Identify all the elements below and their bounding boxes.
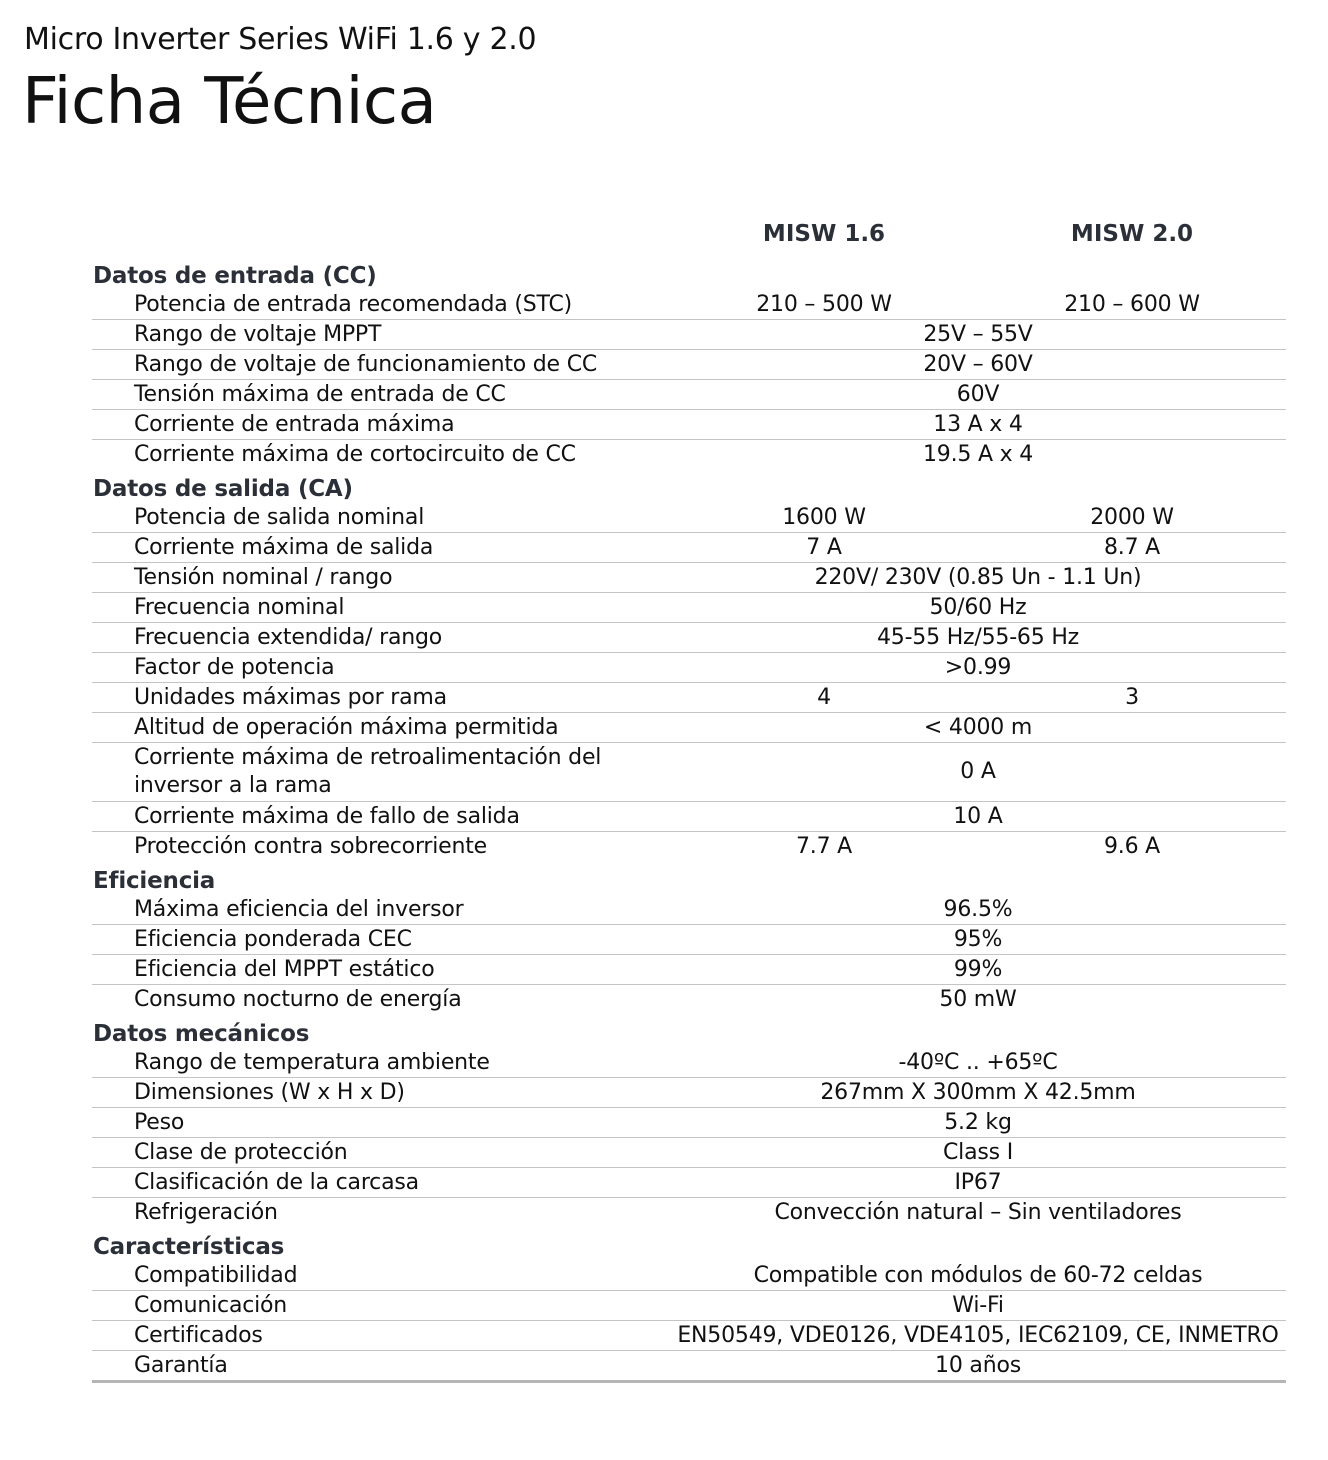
spec-row	[92, 623, 1286, 653]
spec-value-shared: 45-55 Hz/55-65 Hz	[876, 624, 1080, 650]
spec-value-misw-1-6: 7 A	[806, 534, 842, 560]
spec-row	[92, 290, 1286, 320]
spec-value-misw-2-0: 3	[1125, 684, 1139, 710]
column-header-misw-1-6: MISW 1.6	[762, 221, 886, 247]
spec-value-shared: 5.2 kg	[944, 1109, 1012, 1135]
spec-label: Clasificación de la carcasa	[134, 1169, 419, 1195]
spec-row	[92, 832, 1286, 861]
spec-row	[92, 320, 1286, 350]
spec-value-shared: 13 A x 4	[933, 411, 1023, 437]
spec-section	[92, 861, 1286, 1014]
spec-value-shared: 267mm X 300mm X 42.5mm	[820, 1079, 1136, 1105]
spec-row	[92, 1291, 1286, 1321]
spec-value-shared: 50/60 Hz	[929, 594, 1027, 620]
spec-value-shared: Class I	[943, 1139, 1013, 1165]
spec-value-shared: < 4000 m	[923, 714, 1033, 740]
spec-label: Peso	[134, 1109, 185, 1135]
spec-label: Clase de protección	[134, 1139, 348, 1165]
spec-row	[92, 895, 1286, 925]
spec-row	[92, 350, 1286, 380]
spec-row	[92, 713, 1286, 743]
spec-row	[92, 380, 1286, 410]
spec-row	[92, 955, 1286, 985]
spec-sheet-table	[92, 216, 1286, 1383]
spec-value-shared: >0.99	[944, 654, 1012, 680]
spec-label: Factor de potencia	[134, 654, 335, 680]
spec-label: Eficiencia ponderada CEC	[134, 926, 412, 952]
spec-row	[92, 1108, 1286, 1138]
spec-row	[92, 1048, 1286, 1078]
spec-row	[92, 1351, 1286, 1383]
spec-label: Altitud de operación máxima permitida	[134, 714, 559, 740]
spec-row	[92, 925, 1286, 955]
spec-row	[92, 1168, 1286, 1198]
spec-row	[92, 1078, 1286, 1108]
spec-label: Rango de voltaje MPPT	[134, 321, 382, 347]
spec-row	[92, 1198, 1286, 1227]
spec-value-shared: 96.5%	[943, 896, 1013, 922]
spec-label: Refrigeración	[134, 1199, 278, 1225]
spec-label: Corriente de entrada máxima	[134, 411, 455, 437]
section-heading: Características	[93, 1234, 285, 1260]
spec-value-shared: 99%	[953, 956, 1003, 982]
spec-row	[92, 593, 1286, 623]
spec-value-shared: -40ºC .. +65ºC	[898, 1049, 1058, 1075]
spec-value-misw-1-6: 7.7 A	[795, 833, 853, 859]
spec-label: Dimensiones (W x H x D)	[134, 1079, 405, 1105]
spec-row	[92, 563, 1286, 593]
spec-label: Rango de temperatura ambiente	[134, 1049, 490, 1075]
spec-sections	[92, 256, 1286, 1383]
spec-value-misw-1-6: 1600 W	[782, 504, 866, 530]
spec-value-shared: EN50549, VDE0126, VDE4105, IEC62109, CE, INMETRO	[677, 1322, 1279, 1348]
spec-value-shared: 50 mW	[939, 986, 1017, 1012]
spec-value-misw-2-0: 9.6 A	[1103, 833, 1161, 859]
spec-label: Tensión nominal / rango	[134, 564, 393, 590]
spec-label: Comunicación	[134, 1292, 288, 1318]
column-header-misw-2-0: MISW 2.0	[1070, 221, 1194, 247]
spec-row	[92, 533, 1286, 563]
column-headers	[92, 216, 1286, 256]
spec-value-shared: Convección natural – Sin ventiladores	[774, 1199, 1182, 1225]
spec-section	[92, 256, 1286, 469]
section-heading: Datos de entrada (CC)	[93, 263, 377, 289]
section-heading: Datos mecánicos	[93, 1021, 310, 1047]
spec-value-misw-1-6: 4	[817, 684, 831, 710]
spec-row	[92, 440, 1286, 469]
spec-value-shared: IP67	[954, 1169, 1002, 1195]
spec-label: Potencia de entrada recomendada (STC)	[134, 291, 572, 317]
spec-label: Rango de voltaje de funcionamiento de CC	[134, 351, 598, 377]
spec-row	[92, 985, 1286, 1014]
spec-label: Potencia de salida nominal	[134, 504, 425, 530]
spec-value-shared: 19.5 A x 4	[922, 441, 1034, 467]
spec-value-shared: 25V – 55V	[923, 321, 1033, 347]
spec-row	[92, 1138, 1286, 1168]
spec-value-shared: 10 años	[935, 1352, 1021, 1378]
spec-value-shared: 220V/ 230V (0.85 Un - 1.1 Un)	[814, 564, 1142, 590]
spec-row	[92, 802, 1286, 832]
spec-row	[92, 503, 1286, 533]
spec-value-shared: Compatible con módulos de 60-72 celdas	[753, 1262, 1203, 1288]
spec-label: Eficiencia del MPPT estático	[134, 956, 435, 982]
spec-label: Certificados	[134, 1322, 263, 1348]
spec-value-misw-2-0: 8.7 A	[1103, 534, 1161, 560]
spec-value-shared: 10 A	[953, 803, 1003, 829]
spec-value-shared: 60V	[956, 381, 1000, 407]
spec-label: Máxima eficiencia del inversor	[134, 896, 464, 922]
section-heading: Datos de salida (CA)	[93, 476, 353, 502]
spec-value-misw-2-0: 2000 W	[1090, 504, 1174, 530]
spec-label: Frecuencia extendida/ rango	[134, 624, 443, 650]
spec-row	[92, 683, 1286, 713]
spec-label: Unidades máximas por rama	[134, 684, 447, 710]
section-heading: Eficiencia	[93, 868, 216, 894]
spec-row	[92, 1321, 1286, 1351]
spec-section	[92, 1227, 1286, 1383]
spec-label: Garantía	[134, 1352, 228, 1378]
spec-section	[92, 1014, 1286, 1227]
spec-label: Protección contra sobrecorriente	[134, 833, 488, 859]
spec-row	[92, 1261, 1286, 1291]
spec-label: Corriente máxima de retroalimentación del inversor a la rama	[134, 745, 602, 798]
spec-value-misw-1-6: 210 – 500 W	[756, 291, 892, 317]
spec-label: Compatibilidad	[134, 1262, 298, 1288]
page-title: Ficha Técnica	[22, 65, 437, 139]
spec-section	[92, 469, 1286, 861]
spec-label: Consumo nocturno de energía	[134, 986, 462, 1012]
spec-label: Corriente máxima de salida	[134, 534, 434, 560]
product-series-subtitle: Micro Inverter Series WiFi 1.6 y 2.0	[24, 22, 537, 57]
spec-row	[92, 743, 1286, 802]
spec-label: Frecuencia nominal	[134, 594, 345, 620]
spec-label: Corriente máxima de fallo de salida	[134, 803, 520, 829]
spec-value-misw-2-0: 210 – 600 W	[1064, 291, 1200, 317]
spec-row	[92, 410, 1286, 440]
spec-value-shared: 0 A	[960, 759, 996, 784]
spec-value-shared: Wi-Fi	[952, 1292, 1004, 1318]
spec-label: Corriente máxima de cortocircuito de CC	[134, 441, 576, 467]
spec-value-shared: 20V – 60V	[923, 351, 1033, 377]
spec-row	[92, 653, 1286, 683]
spec-label: Tensión máxima de entrada de CC	[134, 381, 506, 407]
spec-value-shared: 95%	[953, 926, 1003, 952]
